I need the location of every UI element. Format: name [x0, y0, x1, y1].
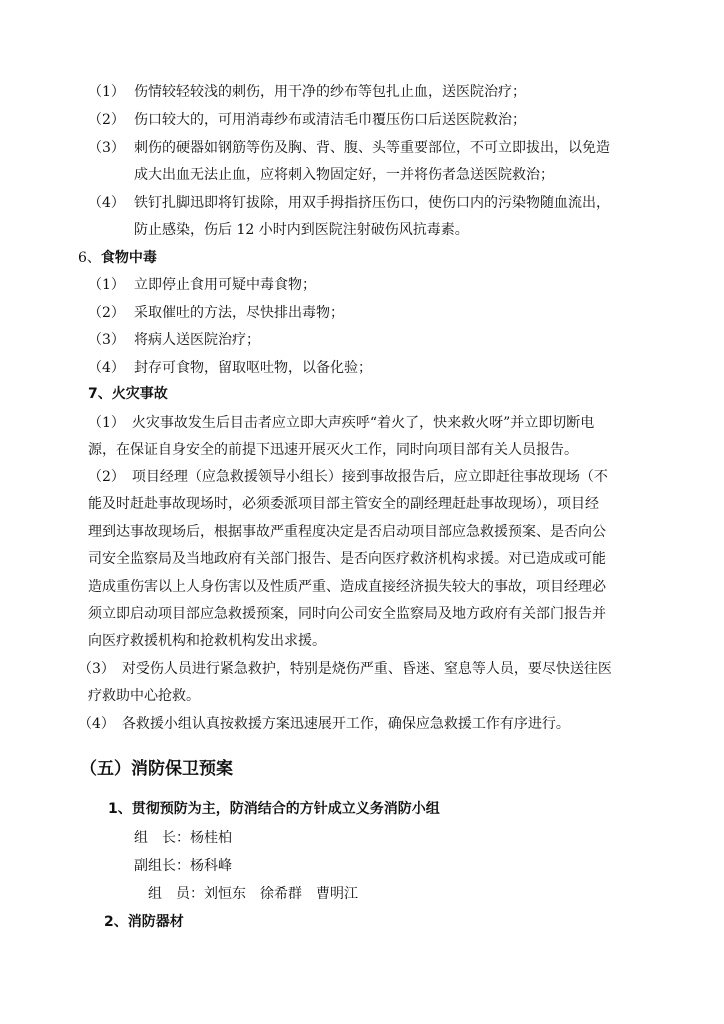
- item-number: （4）: [88, 195, 125, 211]
- injury-item-3-cont: 成大出血无法止血，应将刺入物固定好，一并将伤者急送医院救治；: [134, 167, 554, 183]
- item-number: （3）: [88, 140, 125, 156]
- injury-item-3: [88, 138, 610, 158]
- item-text: 立即停止食用可疑中毒食物；: [134, 277, 316, 293]
- item-text: 伤口较大的，可用消毒纱布或清洁毛巾覆压伤口后送医院救治；: [134, 112, 526, 128]
- fire-plan-sub-1: 1、贯彻预防为主，防消结合的方针成立义务消防小组: [108, 801, 440, 817]
- fire-p2-line-7: 向医疗救援机构和抢救机构发出求援。: [88, 633, 326, 649]
- fire-p2-line-5: 造成重伤害以上人身伤害以及性质严重、造成直接经济损失较大的事故，项目经理必: [88, 579, 606, 595]
- team-leader: 组 长：杨桂柏: [134, 830, 232, 846]
- injury-item-4: [88, 193, 610, 213]
- fire-p4-line-1: （4） 各救援小组认真按救援方案迅速展开工作，确保应急救援工作有序进行。: [78, 716, 570, 732]
- food-item-4: [88, 358, 372, 378]
- food-heading: [78, 248, 157, 268]
- fire-p3-line-2: 疗救助中心抢救。: [88, 688, 200, 704]
- team-vice-leader: 副组长：杨科峰: [134, 858, 232, 874]
- fire-p2-line-1: （2） 项目经理（应急救援领导小组长）接到事故报告后，应立即赶往事故现场（不: [88, 469, 608, 485]
- fire-p1-line-2: 源，在保证自身安全的前提下迅速开展灭火工作，同时向项目部有关人员报告。: [88, 442, 578, 458]
- item-text: 将病人送医院治疗；: [134, 332, 260, 348]
- item-text: 封存可食物，留取呕吐物，以备化验；: [134, 360, 372, 376]
- fire-p3-line-1: （3） 对受伤人员进行紧急救护，特别是烧伤严重、昏迷、窒息等人员，要尽快送往医: [78, 661, 612, 677]
- heading-number: 6、: [78, 250, 101, 266]
- food-item-1: [88, 275, 316, 295]
- heading-title: 食物中毒: [100, 250, 157, 266]
- item-text: 伤情较轻较浅的刺伤，用干净的纱布等包扎止血，送医院治疗；: [134, 84, 526, 100]
- item-text: 铁钉扎脚迅即将钉拔除，用双手拇指挤压伤口，使伤口内的污染物随血流出，: [134, 195, 610, 211]
- fire-plan-heading: （五）消防保卫预案: [80, 759, 233, 779]
- item-text: 采取催吐的方法，尽快排出毒物；: [134, 305, 344, 321]
- fire-p2-line-2: 能及时赶赴事故现场时，必须委派项目部主管安全的副经理赶赴事故现场），项目经: [88, 496, 599, 512]
- fire-p2-line-4: 司安全监察局及当地政府有关部门报告、是否向医疗救济机构求援。对已造成或可能: [88, 551, 606, 567]
- fire-p2-line-3: 理到达事故现场后，根据事故严重程度决定是否启动项目部应急救援预案、是否向公: [88, 524, 606, 540]
- item-number: （2）: [88, 305, 125, 321]
- injury-item-1: [88, 82, 526, 102]
- fire-p1-line-1: （1） 火灾事故发生后目击者应立即大声疾呼“着火了，快来救火呀”并立即切断电: [88, 415, 595, 431]
- item-text: 刺伤的硬器如钢筋等伤及胸、背、腹、头等重要部位，不可立即拔出，以免造: [134, 140, 610, 156]
- item-number: （1）: [88, 84, 125, 100]
- item-number: （2）: [88, 112, 125, 128]
- item-number: （1）: [88, 277, 125, 293]
- item-number: （4）: [88, 360, 125, 376]
- food-item-3: [88, 330, 260, 350]
- fire-heading: 7、火灾事故: [88, 386, 168, 402]
- fire-p2-line-6: 须立即启动项目部应急救援预案，同时向公司安全监察局及地方政府有关部门报告并: [88, 606, 606, 622]
- food-item-2: [88, 303, 344, 323]
- team-members: 组 员：刘恒东 徐希群 曹明江: [148, 886, 358, 902]
- fire-plan-sub-2: 2、消防器材: [104, 914, 184, 930]
- item-number: （3）: [88, 332, 125, 348]
- injury-item-4-cont: 防止感染，伤后 12 小时内到医院注射破伤风抗毒素。: [134, 222, 469, 238]
- injury-item-2: [88, 110, 526, 130]
